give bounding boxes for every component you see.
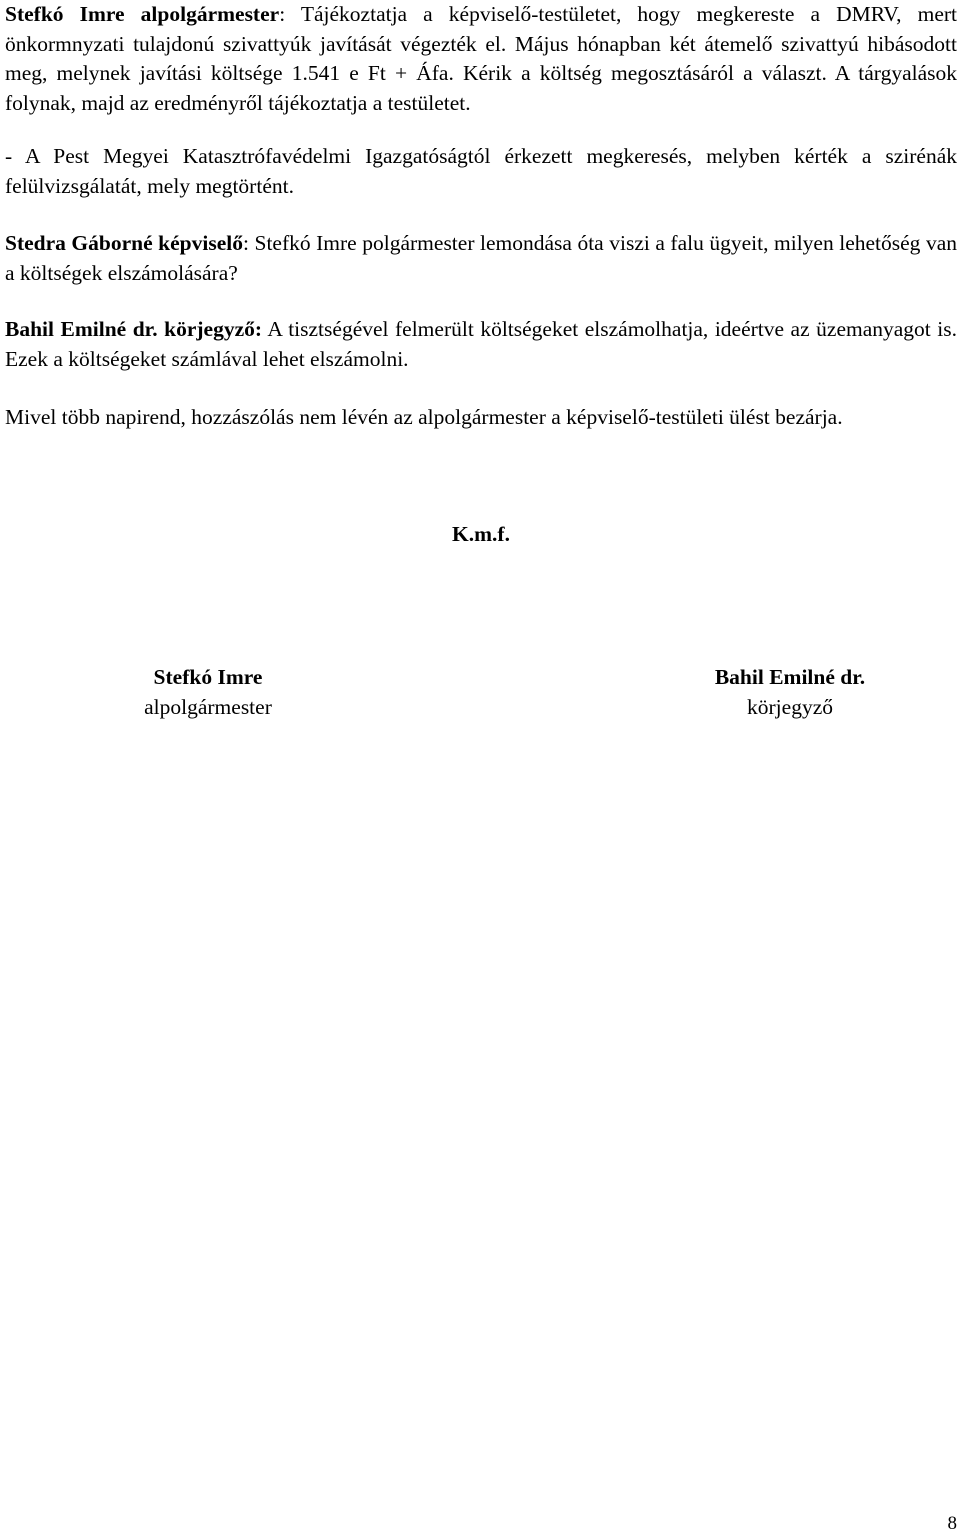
signature-block-right (640, 663, 940, 722)
speaker-name: Bahil Emilné dr. körjegyző: (5, 317, 263, 341)
closing-kmf: K.m.f. (452, 522, 510, 546)
paragraph-text: : Tájékoztatja a képviselő-testületet, hogy megkereste a DMRV, mert önkormnyzati tulajdonú szivattyúk javítását végezték el. Május hónapban két átemelő szivattyú hibásodott meg, melynek javítási költsége 1.541 e Ft + Áfa. Kérik a költség megosztásáról a választ. A tárgyalások folynak, majd az eredményről tájékoztatja a testületet. (5, 2, 957, 115)
signatory-name: Stefkó Imre (153, 665, 263, 689)
signatory-role: alpolgármester (144, 694, 272, 719)
signatory-role: körjegyző (747, 694, 833, 719)
paragraph-text: Mivel több napirend, hozzászólás nem lévén az alpolgármester a képviselő-testületi ülést bezárja. (5, 405, 843, 429)
paragraph-text: - A Pest Megyei Katasztrófavédelmi Igazgatóságtól érkezett megkeresés, melyben kérték a szirénák felülvizsgálatát, mely megtörtént. (5, 144, 957, 198)
speaker-name: Stefkó Imre alpolgármester (5, 2, 280, 26)
paragraph-text: A tisztségével felmerült költségeket elszámolhatja, ideértve az üzemanyagot is. Ezek a költségeket számlával lehet elszámolni. (5, 317, 957, 371)
paragraph-closing (5, 403, 957, 433)
paragraph-text: : Stefkó Imre polgármester lemondása óta viszi a falu ügyeit, milyen lehetőség van a költségek elszámolására? (5, 231, 957, 285)
paragraph-answer-costs (5, 315, 957, 374)
paragraph-dmrv-pumps (5, 0, 957, 118)
paragraph-question-costs (5, 229, 957, 288)
paragraph-disaster-management (5, 142, 957, 201)
page-number: 8 (947, 1513, 957, 1534)
signatory-name: Bahil Emilné dr. (714, 665, 866, 689)
speaker-name: Stedra Gáborné képviselő (5, 231, 243, 255)
signature-block-left (58, 663, 358, 722)
